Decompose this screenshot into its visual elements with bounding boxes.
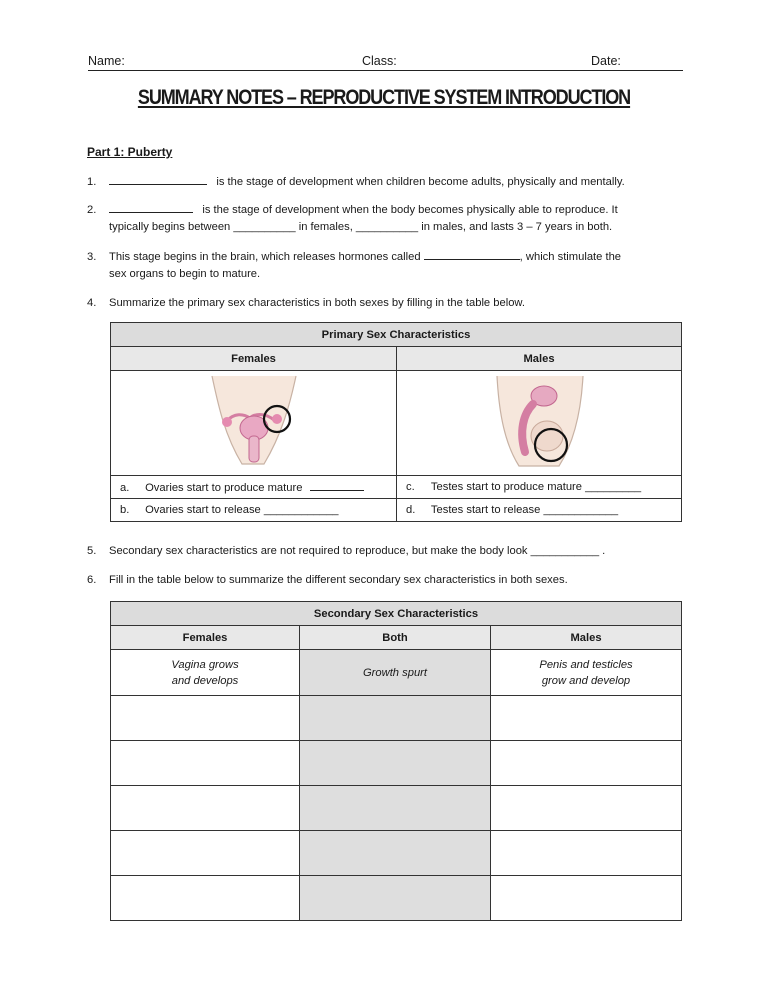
primary-col-males: Males (397, 347, 682, 371)
q3-text (109, 249, 684, 282)
primary-table-title: Primary Sex Characteristics (111, 323, 682, 347)
secondary-col-females: Females (111, 626, 300, 650)
primary-row-c (397, 476, 682, 499)
male-diagram-cell (397, 371, 682, 476)
row-d-text: Testes start to release ____________ (430, 504, 619, 516)
row-b-letter: b. (120, 504, 130, 516)
both-answer-cell[interactable] (300, 876, 491, 921)
q1-text (109, 174, 684, 191)
page-title: SUMMARY NOTES – REPRODUCTIVE SYSTEM INTRODUCTION (137, 86, 631, 109)
secondary-empty-row (111, 696, 682, 741)
primary-row-b (111, 499, 397, 522)
q5-number: 5. (87, 545, 97, 557)
q3-sentence-a: This stage begins in the brain, which releases hormones called (109, 251, 421, 263)
row-c-text: Testes start to produce mature _________ (430, 481, 642, 493)
male-answer-cell[interactable] (491, 831, 682, 876)
q3-sentence-b: , which stimulate the (519, 251, 622, 263)
both-answer-cell[interactable] (300, 696, 491, 741)
primary-row-a (111, 476, 397, 499)
secondary-empty-row (111, 831, 682, 876)
q2-number: 2. (87, 204, 97, 216)
female-answer-cell[interactable] (111, 876, 300, 921)
male-example-cell (491, 650, 682, 696)
female-diagram-cell (111, 371, 397, 476)
row-b-text: Ovaries start to release ____________ (145, 504, 339, 516)
name-label: Name: (88, 54, 125, 68)
secondary-characteristics-table (110, 601, 682, 921)
worksheet-header (88, 52, 683, 71)
row-d-letter: d. (406, 504, 416, 516)
secondary-empty-row (111, 876, 682, 921)
q1-number: 1. (87, 176, 97, 188)
male-example-b: grow and develop (541, 674, 631, 687)
q4-text: Summarize the primary sex characteristics in both sexes by filling in the table below. (109, 297, 525, 309)
female-answer-cell[interactable] (111, 741, 300, 786)
both-answer-cell[interactable] (300, 831, 491, 876)
female-answer-cell[interactable] (111, 831, 300, 876)
date-label: Date: (591, 54, 621, 68)
male-reproductive-diagram-icon (489, 374, 589, 470)
q6-text: Fill in the table below to summarize the different secondary sex characteristics in both sexes. (109, 574, 568, 586)
q2-sentence-a: is the stage of development when the body becomes physically able to reproduce. It (202, 204, 618, 216)
secondary-empty-row (111, 741, 682, 786)
row-c-letter: c. (406, 481, 415, 493)
q3-sentence-c: sex organs to begin to mature. (109, 267, 261, 280)
q3-number: 3. (87, 251, 97, 263)
female-reproductive-diagram-icon (204, 374, 304, 470)
female-example-b: and develops (171, 674, 239, 687)
row-a-text: Ovaries start to produce mature (145, 482, 303, 494)
q6-number: 6. (87, 574, 97, 586)
both-answer-cell[interactable] (300, 741, 491, 786)
female-example-cell (111, 650, 300, 696)
q3-blank (424, 249, 520, 260)
female-answer-cell[interactable] (111, 786, 300, 831)
part1-heading: Part 1: Puberty (87, 145, 173, 159)
male-answer-cell[interactable] (491, 696, 682, 741)
q2-sentence-b: typically begins between __________ in females, __________ in males, and lasts 3 – 7 years in both. (109, 220, 613, 233)
both-example-cell: Growth spurt (300, 650, 491, 696)
q1-blank (109, 174, 207, 185)
q2-text (109, 202, 684, 235)
secondary-col-males: Males (491, 626, 682, 650)
primary-characteristics-table (110, 322, 682, 522)
secondary-empty-row (111, 786, 682, 831)
female-example-a: Vagina grows (171, 658, 239, 671)
row-a-letter: a. (120, 482, 130, 494)
primary-col-females: Females (111, 347, 397, 371)
male-answer-cell[interactable] (491, 876, 682, 921)
secondary-col-both: Both (300, 626, 491, 650)
q5-text: Secondary sex characteristics are not required to reproduce, but make the body look ___________ . (109, 545, 606, 557)
row-a-blank (310, 480, 364, 491)
q1-sentence: is the stage of development when children become adults, physically and mentally. (216, 176, 625, 188)
male-answer-cell[interactable] (491, 786, 682, 831)
both-answer-cell[interactable] (300, 786, 491, 831)
primary-row-d (397, 499, 682, 522)
female-answer-cell[interactable] (111, 696, 300, 741)
class-label: Class: (362, 54, 397, 68)
male-example-a: Penis and testicles (539, 658, 633, 671)
q2-blank (109, 202, 193, 213)
secondary-table-title: Secondary Sex Characteristics (111, 602, 682, 626)
q4-number: 4. (87, 297, 97, 309)
male-answer-cell[interactable] (491, 741, 682, 786)
